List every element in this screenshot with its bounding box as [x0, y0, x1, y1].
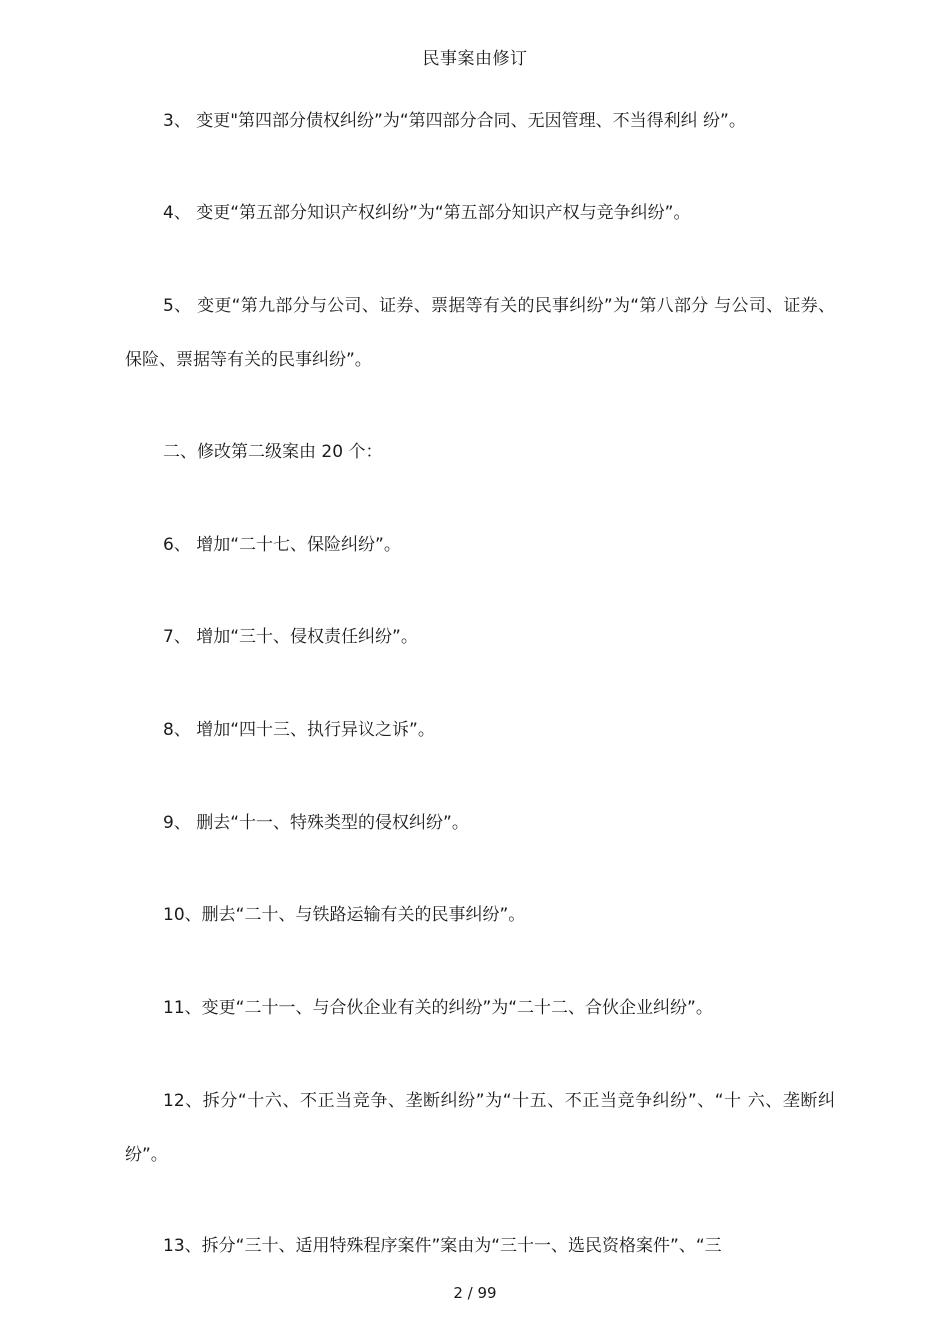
- page-header-title: 民事案由修订: [422, 49, 528, 69]
- paragraph-item-11: 11、变更“二十一、与合伙企业有关的纠纷”为“二十二、合伙企业纠纷”。: [163, 998, 713, 1018]
- paragraph-item-12: 12、拆分“十六、不正当竞争、垄断纠纷”为“十五、不正当竞争纠纷”、“十 六、垄断纠纷”。: [125, 1091, 835, 1165]
- paragraph-item-5: 5、 变更“第九部分与公司、证券、票据等有关的民事纠纷”为“第八部分 与公司、证券、保险、票据等有关的民事纠纷”。: [125, 296, 835, 370]
- paragraph-item-7: 7、 增加“三十、侵权责任纠纷”。: [163, 627, 418, 647]
- paragraph-item-13: 13、拆分“三十、适用特殊程序案件”案由为“三十一、选民资格案件”、“三: [163, 1236, 722, 1256]
- paragraph-item-6: 6、 增加“二十七、保险纠纷”。: [163, 535, 401, 555]
- section-heading: 二、修改第二级案由 20 个：: [163, 442, 383, 462]
- paragraph-item-10: 10、删去“二十、与铁路运输有关的民事纠纷”。: [163, 905, 526, 925]
- paragraph-item-8: 8、 增加“四十三、执行异议之诉”。: [163, 720, 435, 740]
- paragraph-item-3: 3、 变更"第四部分债权纠纷”为“第四部分合同、无因管理、不当得利纠 纷”。: [163, 111, 746, 131]
- page-number: 2 / 99: [453, 1284, 497, 1302]
- paragraph-item-9: 9、 删去“十一、特殊类型的侵权纠纷”。: [163, 813, 469, 833]
- paragraph-item-4: 4、 变更“第五部分知识产权纠纷”为“第五部分知识产权与竞争纠纷”。: [163, 203, 691, 223]
